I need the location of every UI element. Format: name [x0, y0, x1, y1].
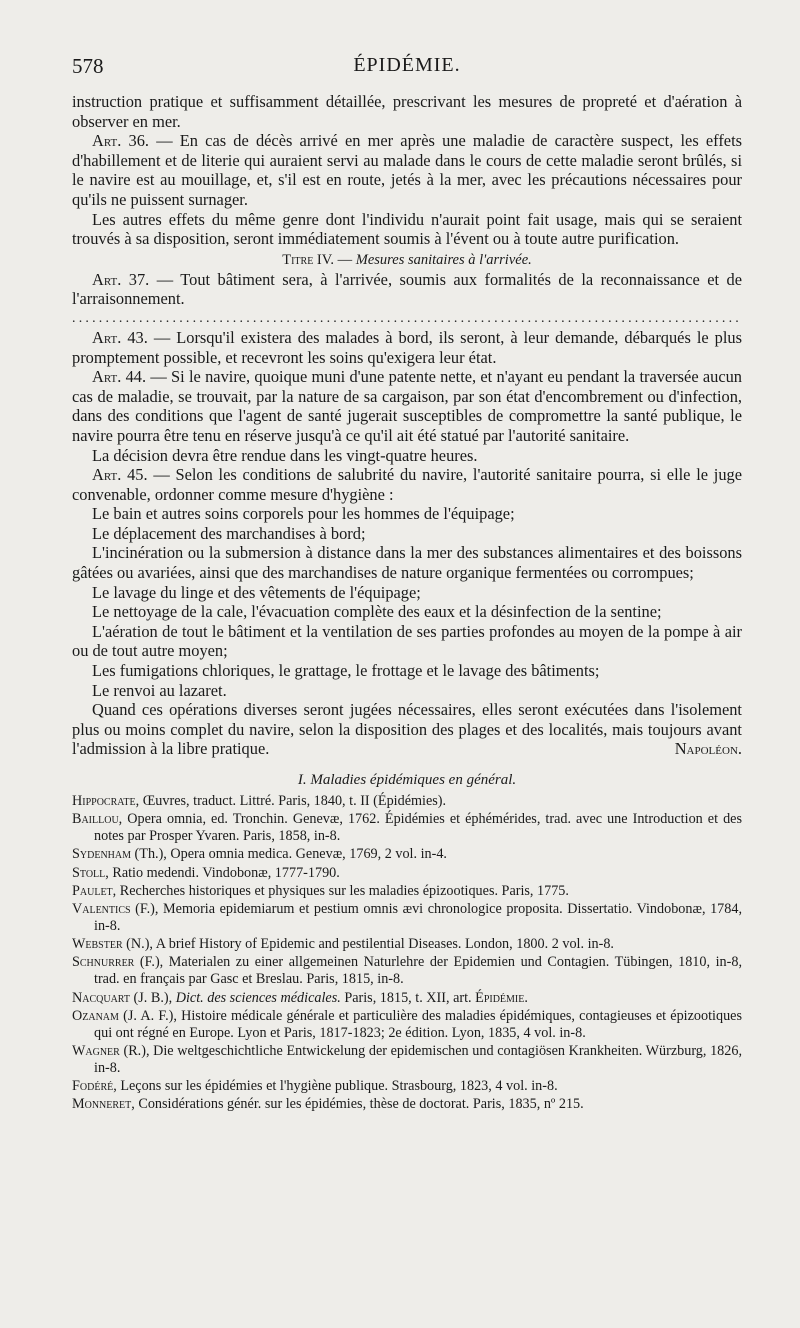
entry-text: Considérations génér. sur les épidémies, thèse de doctorat. Paris, 1835, nº 215.: [134, 1096, 584, 1113]
entry-text: (R.), Die weltgeschichtliche Entwickelung der epidemischen und contagiösen Krankheiten. Würzburg, 1826, in-8.: [94, 1042, 742, 1076]
measure-item: Le nettoyage de la cale, l'évacuation complète des eaux et la désinfection de la sentine;: [92, 602, 662, 622]
paragraph-text: Quand ces opérations diverses seront jugées nécessaires, elles seront exécutées dans l'isolement plus ou moins complet du navire, selon la disposition des plages et des localités, mais toujours avant l'admission à la libre pratique.: [72, 700, 742, 759]
entry-title: Dict. des sciences médicales.: [175, 989, 341, 1006]
section-title: Titre IV. — Mesures sanitaires à l'arrivée.: [282, 251, 532, 268]
entry-author: Monneret,: [72, 1096, 135, 1113]
bibliography-heading: I. Maladies épidémiques en général.: [297, 772, 517, 788]
article-label: Art. 37.: [92, 269, 150, 289]
bibliography-entry: [72, 1043, 742, 1077]
measure-item: Le bain et autres soins corporels pour les hommes de l'équipage;: [92, 504, 515, 524]
measure-item: Le renvoi au lazaret.: [92, 680, 227, 700]
entry-author: Stoll,: [72, 864, 109, 881]
bibliography-entry: [72, 1008, 742, 1042]
entry-author: Schnurrer: [72, 954, 135, 971]
paragraph-autres-effets: Les autres effets du même genre dont l'individu n'aurait point fait usage, mais qui se seraient trouvés à sa disposition, seront immédiatement soumis à l'évent ou à toute autre purification.: [72, 209, 742, 249]
entry-author: Sydenham: [72, 846, 131, 863]
bibliography-entry: [72, 793, 742, 810]
bibliography-list: [72, 793, 742, 1113]
ellipsis-divider: ....................................................................................................: [72, 310, 742, 326]
entry-author: Webster: [72, 936, 123, 953]
running-title: ÉPIDÉMIE.: [353, 54, 461, 76]
entry-text: Recherches historiques et physiques sur les maladies épizootiques. Paris, 1775.: [116, 882, 569, 899]
article-text: — Tout bâtiment sera, à l'arrivée, soumis aux formalités de la reconnaissance et de l'arraisonnement.: [72, 269, 742, 309]
entry-text: Paris, 1815, t. XII, art.: [340, 989, 476, 1006]
article-label: Art. 43.: [92, 327, 148, 347]
entry-text: (N.), A brief History of Epidemic and pestilential Diseases. London, 1800. 2 vol. in-8.: [122, 936, 614, 953]
bibliography-entry: [72, 865, 742, 882]
article-45: [72, 465, 742, 504]
bibliography-entry: [72, 901, 742, 935]
entry-text: Œuvres, traduct. Littré. Paris, 1840, t. II (Épidémies).: [139, 793, 447, 809]
page-number: 578: [72, 54, 104, 78]
article-44: [72, 367, 742, 445]
signature: Napoléon.: [674, 739, 742, 759]
entry-text: (F.), Memoria epidemiarum et pestium omnis ævi chronologice proposita. Dissertatio. Vindobonæ, 1784, in-8.: [94, 900, 742, 934]
article-label: Art. 36.: [92, 131, 150, 151]
entry-author: Ozanam: [72, 1007, 119, 1024]
measure-item: L'incinération ou la submersion à distance dans la mer des substances alimentaires et des boissons gâtées ou avariées, ainsi que des marchandises de nature organique fermentées ou corrompues;: [72, 543, 742, 583]
title-label: Titre IV.: [282, 251, 334, 268]
article-43: [72, 328, 742, 367]
article-text: — Si le navire, quoique muni d'une patente nette, et n'ayant eu pendant la traversée aucun cas de maladie, se trouvait, par la nature de sa cargaison, par son état d'encombrement ou d'infection, dans des conditions que l'agent de santé jugerait susceptibles de compromettre la santé publique, le navire pourra être tenu en réserve jusqu'à ce qu'il ait été statué par l'autorité sanitaire.: [72, 367, 743, 445]
entry-author: Nacquart: [72, 989, 130, 1006]
bibliography-entry: [72, 954, 742, 988]
article-text: — En cas de décès arrivé en mer après une maladie de caractère suspect, les effets d'habillement et de literie qui auraient servi au malade dans le cours de cette maladie seront brûlés, si le navire est au mouillage, et, s'il est en route, jetés à la mer, avec les précautions nécessaires pour qu'ils ne puissent surnager.: [72, 131, 743, 209]
article-36: [72, 131, 742, 209]
bibliography-entry: [72, 883, 742, 900]
entry-text: Leçons sur les épidémies et l'hygiène publique. Strasbourg, 1823, 4 vol. in-8.: [116, 1078, 558, 1095]
entry-author: Valentics: [72, 900, 131, 917]
entry-text: Ratio medendi. Vindobonæ, 1777-1790.: [108, 864, 340, 881]
measure-item: Le lavage du linge et des vêtements de l'équipage;: [92, 582, 421, 602]
entry-text: (J. B.),: [129, 989, 176, 1006]
entry-author: Fodéré,: [72, 1078, 117, 1095]
entry-text: (J. A. F.), Histoire médicale générale et particulière des maladies épidémiques, contagieuses et épizootiques qui ont régné en Europe. Lyon et Paris, 1817-1823; 2e édition. Lyon, 1835, 4 vol. in-8.: [94, 1007, 742, 1041]
entry-text: (F.), Materialen zu einer allgemeinen Naturlehre der Epidemien und Contagien. Tübingen, 1810, in-8, trad. en français par Gasc et Breslau. Paris, 1815, in-8.: [94, 954, 742, 988]
entry-text: (Th.), Opera omnia medica. Genevæ, 1769, 2 vol. in-4.: [131, 846, 447, 863]
bibliography-entry: [72, 811, 742, 845]
article-text: — Lorsqu'il existera des malades à bord, ils seront, à leur demande, débarqués le plus promptement possible, et recevront les soins qu'exigera leur état.: [72, 327, 742, 367]
paragraph-decision: La décision devra être rendue dans les vingt-quatre heures.: [92, 445, 478, 465]
entry-author: Wagner: [72, 1042, 120, 1059]
article-37: [72, 270, 742, 309]
bibliography-entry: [72, 1096, 742, 1113]
entry-author: Baillou,: [72, 811, 123, 828]
title-text: Mesures sanitaires à l'arrivée.: [355, 251, 532, 268]
page-body: [72, 92, 742, 1114]
bibliography-entry: [72, 846, 742, 863]
bibliography-entry: [72, 1078, 742, 1095]
measure-item: L'aération de tout le bâtiment et la ventilation de ses parties profondes au moyen de la pompe à air ou de tout autre moyen;: [72, 621, 742, 661]
paragraph-continuation: instruction pratique et suffisamment détaillée, prescrivant les mesures de propreté et d'aération à observer en mer.: [72, 92, 742, 131]
paragraph-quand: [72, 700, 742, 759]
entry-author: Hippocrate,: [72, 793, 140, 809]
measure-item: Les fumigations chloriques, le grattage, le frottage et le lavage des bâtiments;: [92, 661, 600, 681]
measure-item: Le déplacement des marchandises à bord;: [92, 523, 366, 543]
page-header: [72, 54, 742, 84]
entry-article: Épidémie.: [475, 989, 528, 1006]
article-label: Art. 45.: [92, 465, 148, 485]
article-text: — Selon les conditions de salubrité du navire, l'autorité sanitaire pourra, si elle le juge convenable, ordonner comme mesure d'hygiène :: [72, 465, 743, 504]
entry-author: Paulet,: [72, 882, 117, 899]
bibliography-entry: [72, 990, 742, 1007]
bibliography-entry: [72, 936, 742, 953]
article-label: Art. 44.: [92, 367, 147, 387]
entry-text: Opera omnia, ed. Tronchin. Genevæ, 1762. Épidémies et éphémérides, trad. avec une Introduction et des notes par Prosper Yvaren. Paris, 1858, in-8.: [94, 811, 742, 845]
